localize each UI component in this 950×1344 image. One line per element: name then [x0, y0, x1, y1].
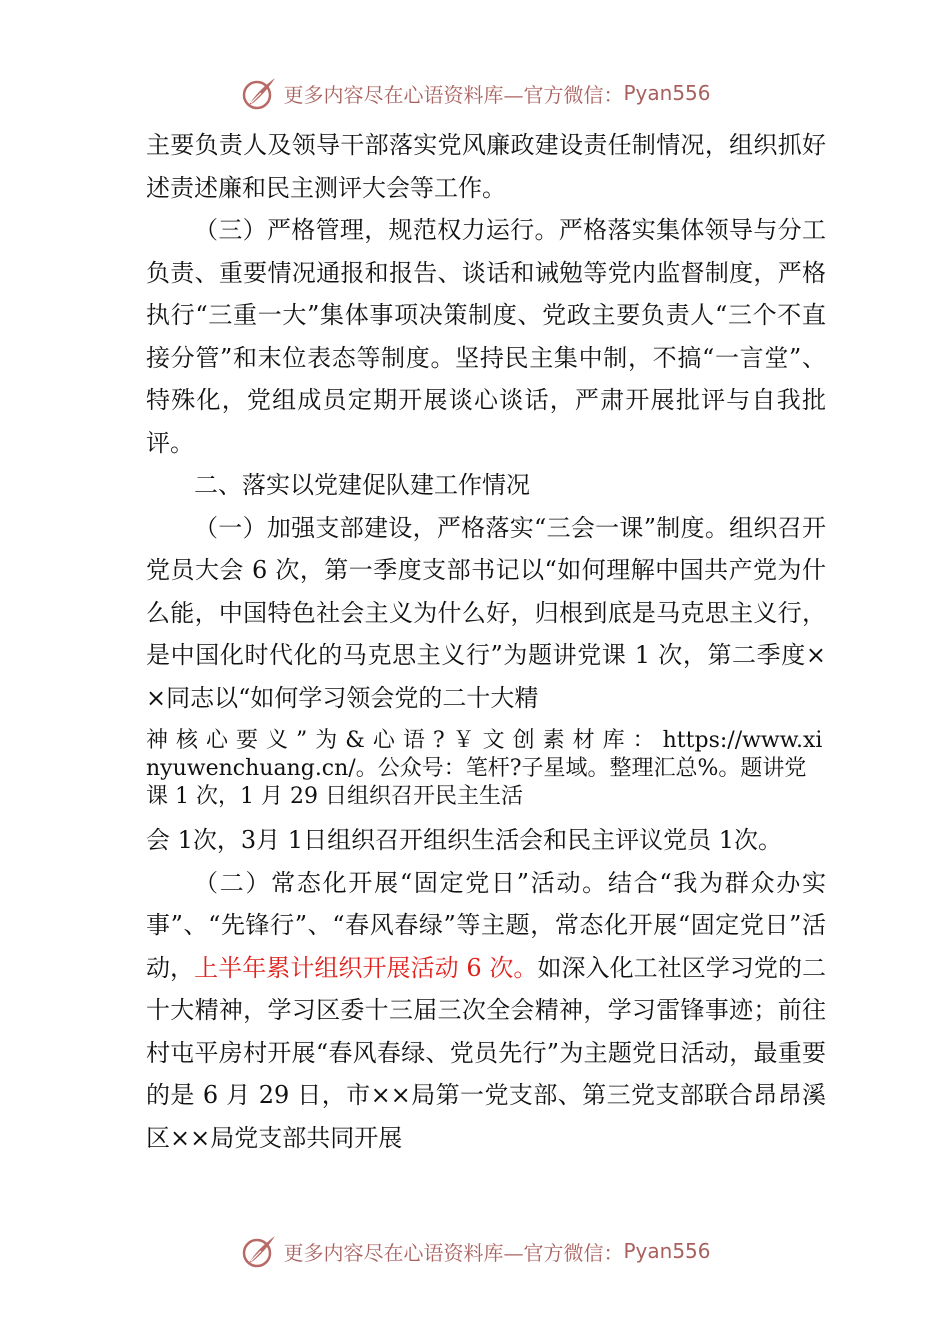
footer-watermark-banner — [0, 1226, 950, 1276]
party-day-text-b: 如深入化工社区学习党的二十大精神，学习区委十三届三次全会精神，学习雷锋事迹；前往村屯平房村开展“春风春绿、党员先行”为主题党日活动，最重要的是 6 月 29 日，市××局第一党支部、第三党支部联合昂昂溪区××局党支部共同开展 — [146, 953, 827, 1152]
paragraph-responsibility: 主要负责人及领导干部落实党风廉政建设责任制情况，组织抓好述责述廉和民主测评大会等工作。 — [146, 131, 826, 202]
banner-wechat-id: Pyan556 — [623, 1239, 711, 1263]
header-watermark-banner — [0, 68, 950, 118]
watermark-spaced-text: 神核心要义”为&心语?￥文创素材库： — [146, 728, 663, 753]
banner-text: 更多内容尽在心语资料库—官方微信： — [283, 1240, 624, 1265]
quill-logo-icon — [239, 1231, 279, 1271]
paragraph-party-day — [146, 862, 826, 1160]
party-day-text-a: （二）常态化开展“固定党日”活动。结合“我为群众办实事”、“先锋行”、“春风春绿”等主题，常态化开展“固定党日”活动， — [146, 868, 826, 982]
banner-wechat-id: Pyan556 — [623, 81, 711, 105]
paragraph-watermark-insert — [146, 727, 826, 811]
watermark-url-text: https://www.xinyuwenchuang.cn/。公众号：笔杆?子星域。整理汇总%。题讲党课 1 次，1 月 29 日组织召开民主生活 — [146, 728, 823, 809]
document-body — [146, 124, 826, 1159]
section-heading-two: 二、落实以党建促队建工作情况 — [194, 471, 530, 499]
paragraph-strict-management: （三）严格管理，规范权力运行。严格落实集体领导与分工负责、重要情况通报和报告、谈话和诫勉等党内监督制度，严格执行“三重一大”集体事项决策制度、党政主要负责人“三个不直接分管”和末位表态等制度。坚持民主集中制，不搞“一言堂”、特殊化，党组成员定期开展谈心谈话，严肃开展批评与自我批评。 — [146, 216, 826, 457]
paragraph-branch-building: （一）加强支部建设，严格落实“三会一课”制度。组织召开党员大会 6 次，第一季度支部书记以“如何理解中国共产党为什么能，中国特色社会主义为什么好，归根到底是马克思主义行，是中国化时代化的马克思主义行”为题讲党课 1 次，第二季度××同志以“如何学习领会党的二十大精 — [146, 513, 826, 712]
banner-text: 更多内容尽在心语资料库—官方微信： — [283, 82, 624, 107]
party-day-highlight: 上半年累计组织开展活动 6 次。 — [194, 953, 538, 982]
quill-logo-icon — [239, 73, 279, 113]
paragraph-meetings: 会 1次，3月 1日组织召开组织生活会和民主评议党员 1次。 — [146, 826, 782, 854]
